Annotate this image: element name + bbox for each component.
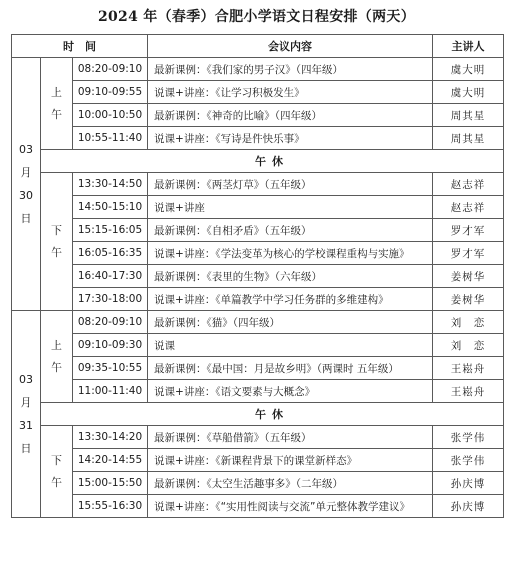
session-label: 午 [51, 245, 62, 259]
content-cell: 说课+讲座 [148, 196, 433, 219]
speaker-cell: 虞大明 [433, 58, 504, 81]
time-cell: 16:40-17:30 [73, 265, 148, 288]
content-cell: 最新课例：《两茎灯草》（五年级） [148, 173, 433, 196]
schedule-row [12, 265, 504, 288]
schedule-row [12, 334, 504, 357]
session-label: 下 [51, 223, 62, 237]
time-cell: 09:35-10:55 [73, 357, 148, 380]
day-date-text: 30 [19, 189, 33, 202]
session-label: 上 [51, 338, 62, 352]
time-cell: 10:55-11:40 [73, 127, 148, 150]
content-cell: 最新课例：《太空生活趣事多》（二年级） [148, 472, 433, 495]
speaker-cell: 张学伟 [433, 449, 504, 472]
time-cell: 08:20-09:10 [73, 58, 148, 81]
content-cell: 说课+讲座：《写诗是件快乐事》 [148, 127, 433, 150]
schedule-row [12, 311, 504, 334]
time-cell: 14:50-15:10 [73, 196, 148, 219]
time-cell: 15:00-15:50 [73, 472, 148, 495]
session-morning [41, 311, 73, 403]
schedule-row [12, 81, 504, 104]
content-cell: 最新课例：《草船借箭》（五年级） [148, 426, 433, 449]
content-cell: 说课 [148, 334, 433, 357]
page-title: 2024 年（春季）合肥小学语文日程安排（两天） [97, 9, 416, 25]
session-afternoon [41, 426, 73, 518]
time-cell: 09:10-09:30 [73, 334, 148, 357]
day-date-text: 月 [20, 166, 32, 179]
day-date-text: 日 [20, 212, 32, 225]
schedule-row [12, 357, 504, 380]
content-cell: 最新课例：《猫》（四年级） [148, 311, 433, 334]
day-date-text: 03 [19, 143, 33, 156]
header-speaker: 主讲人 [433, 35, 504, 58]
time-cell: 08:20-09:10 [73, 311, 148, 334]
schedule-table [11, 34, 504, 518]
schedule-body [12, 58, 504, 518]
time-cell: 13:30-14:20 [73, 426, 148, 449]
content-cell: 说课+讲座：《“实用性阅读与交流”单元整体教学建议》 [148, 495, 433, 518]
speaker-cell: 周其星 [433, 104, 504, 127]
speaker-cell: 罗才军 [433, 219, 504, 242]
speaker-cell: 王崧舟 [433, 380, 504, 403]
speaker-cell: 姜树华 [433, 265, 504, 288]
break-row [12, 150, 504, 173]
speaker-cell: 周其星 [433, 127, 504, 150]
break-label: 午休 [41, 403, 504, 426]
time-cell: 09:10-09:55 [73, 81, 148, 104]
speaker-cell: 赵志祥 [433, 196, 504, 219]
time-cell: 15:15-16:05 [73, 219, 148, 242]
day-date-text: 日 [20, 442, 32, 455]
content-cell: 最新课例：《我们家的男子汉》（四年级） [148, 58, 433, 81]
session-label: 午 [51, 360, 62, 374]
schedule-row [12, 495, 504, 518]
speaker-cell: 王崧舟 [433, 357, 504, 380]
session-label: 上 [51, 85, 62, 99]
speaker-cell: 刘 恋 [433, 334, 504, 357]
day-date-cell [12, 58, 41, 311]
session-label: 午 [51, 475, 62, 489]
speaker-cell: 孙庆博 [433, 495, 504, 518]
time-cell: 11:00-11:40 [73, 380, 148, 403]
content-cell: 说课+讲座：《单篇教学中学习任务群的多维建构》 [148, 288, 433, 311]
speaker-cell: 孙庆博 [433, 472, 504, 495]
schedule-row [12, 472, 504, 495]
schedule-row [12, 127, 504, 150]
speaker-cell: 赵志祥 [433, 173, 504, 196]
session-label: 下 [51, 453, 62, 467]
time-cell: 17:30-18:00 [73, 288, 148, 311]
schedule-row [12, 104, 504, 127]
day-date-text: 月 [20, 396, 32, 409]
header-time: 时 间 [12, 35, 148, 58]
content-cell: 说课+讲座：《语文要素与大概念》 [148, 380, 433, 403]
speaker-cell: 虞大明 [433, 81, 504, 104]
day-date-text: 31 [19, 419, 33, 432]
day-date-text: 03 [19, 373, 33, 386]
session-morning [41, 58, 73, 150]
break-row [12, 403, 504, 426]
time-cell: 10:00-10:50 [73, 104, 148, 127]
speaker-cell: 姜树华 [433, 288, 504, 311]
header-row [12, 35, 504, 58]
schedule-row [12, 426, 504, 449]
content-cell: 最新课例：《神奇的比喻》（四年级） [148, 104, 433, 127]
content-cell: 说课+讲座：《新课程背景下的课堂新样态》 [148, 449, 433, 472]
speaker-cell: 张学伟 [433, 426, 504, 449]
session-label: 午 [51, 107, 62, 121]
break-label: 午休 [41, 150, 504, 173]
time-cell: 15:55-16:30 [73, 495, 148, 518]
day-date-cell [12, 311, 41, 518]
schedule-row [12, 219, 504, 242]
schedule-row [12, 58, 504, 81]
schedule-row [12, 449, 504, 472]
content-cell: 最新课例：《表里的生物》（六年级） [148, 265, 433, 288]
content-cell: 最新课例：《自相矛盾》（五年级） [148, 219, 433, 242]
content-cell: 最新课例：《最中国：月是故乡明》（两课时 五年级） [148, 357, 433, 380]
time-cell: 14:20-14:55 [73, 449, 148, 472]
schedule-row [12, 173, 504, 196]
content-cell: 说课+讲座：《让学习积极发生》 [148, 81, 433, 104]
schedule-row [12, 288, 504, 311]
schedule-row [12, 196, 504, 219]
session-afternoon [41, 173, 73, 311]
time-cell: 16:05-16:35 [73, 242, 148, 265]
content-cell: 说课+讲座：《学法变革为核心的学校课程重构与实施》 [148, 242, 433, 265]
speaker-cell: 刘 恋 [433, 311, 504, 334]
schedule-row [12, 242, 504, 265]
speaker-cell: 罗才军 [433, 242, 504, 265]
header-content: 会议内容 [148, 35, 433, 58]
schedule-row [12, 380, 504, 403]
time-cell: 13:30-14:50 [73, 173, 148, 196]
